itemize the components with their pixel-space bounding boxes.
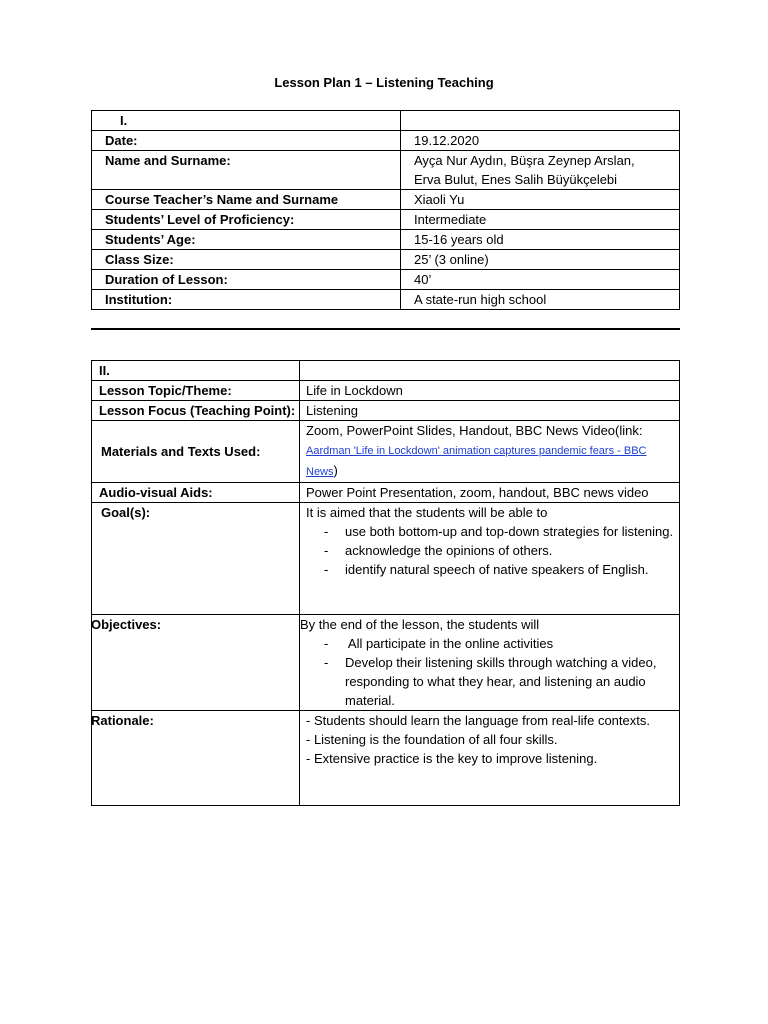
objectives-intro: By the end of the lesson, the students will <box>300 617 540 632</box>
table-row <box>92 290 680 310</box>
duration-value: 40’ <box>401 270 680 290</box>
bbc-video-link[interactable]: Aardman 'Life in Lockdown' animation captures pandemic fears - BBC <box>306 445 647 457</box>
document-title: Lesson Plan 1 – Listening Teaching <box>274 75 494 90</box>
list-item: - identify natural speech of native speakers of English. <box>306 560 679 579</box>
rationale-label: Rationale: <box>91 713 154 728</box>
objectives-list <box>306 634 679 710</box>
rationale-item: - Students should learn the language from real-life contexts. <box>306 713 650 728</box>
table-row <box>92 190 680 210</box>
row-label: Course Teacher’s Name and Surname <box>92 190 401 210</box>
names-value <box>401 151 680 190</box>
table-row <box>92 401 680 421</box>
table-row <box>92 421 680 483</box>
table-row <box>92 483 680 503</box>
link-close: ) <box>333 463 338 478</box>
objectives-label: Objectives: <box>91 617 162 632</box>
aids-value: Power Point Presentation, zoom, handout, BBC news video <box>300 483 680 503</box>
empty-cell <box>300 361 680 381</box>
materials-value <box>300 421 680 483</box>
table-row <box>92 210 680 230</box>
rationale-line: - Extensive practice is the key to improve listening. <box>306 751 598 766</box>
topic-value: Life in Lockdown <box>300 381 680 401</box>
row-label: Students’ Level of Proficiency: <box>92 210 401 230</box>
rationale-value <box>300 711 680 806</box>
section-heading: I. <box>92 111 401 131</box>
row-label: Institution: <box>92 290 401 310</box>
institution-value: A state-run high school <box>401 290 680 310</box>
list-item: - All participate in the online activities <box>306 634 679 653</box>
age-value: 15-16 years old <box>401 230 680 250</box>
section-heading: II. <box>92 361 300 381</box>
level-value: Intermediate <box>401 210 680 230</box>
date-value: 19.12.2020 <box>401 131 680 151</box>
row-label: Duration of Lesson: <box>92 270 401 290</box>
goals-list <box>306 522 679 579</box>
lesson-details-table <box>91 360 680 806</box>
materials-text: Zoom, PowerPoint Slides, Handout, BBC News Video(link: <box>306 423 643 438</box>
lesson-info-table <box>91 110 680 310</box>
names-line-2: Erva Bulut, Enes Salih Büyükçelebi <box>414 172 618 187</box>
row-label: Class Size: <box>92 250 401 270</box>
names-line-1: Ayça Nur Aydın, Büşra Zeynep Arslan, <box>414 153 635 168</box>
table-row <box>92 131 680 151</box>
list-item: - acknowledge the opinions of others. <box>306 541 679 560</box>
goals-value <box>300 503 680 615</box>
row-label: Audio-visual Aids: <box>92 483 300 503</box>
list-item: - use both bottom-up and top-down strategies for listening. <box>306 522 679 541</box>
empty-cell <box>401 111 680 131</box>
row-label: Date: <box>92 131 401 151</box>
table-row <box>92 250 680 270</box>
row-label: Lesson Topic/Theme: <box>92 381 300 401</box>
row-label <box>92 711 300 806</box>
row-label: Materials and Texts Used: <box>92 421 300 483</box>
objectives-value <box>300 615 680 711</box>
row-label: Goal(s): <box>92 503 300 615</box>
focus-value: Listening <box>300 401 680 421</box>
class-size-value: 25’ (3 online) <box>401 250 680 270</box>
list-item: - Develop their listening skills through watching a video, responding to what they hear, and listening an audio material. <box>306 653 679 710</box>
table-row <box>92 615 680 711</box>
goals-intro: It is aimed that the students will be able to <box>306 505 548 520</box>
section-divider <box>91 328 680 330</box>
table-row <box>92 151 680 190</box>
table-row <box>92 381 680 401</box>
row-label: Students’ Age: <box>92 230 401 250</box>
row-label: Lesson Focus (Teaching Point): <box>92 401 300 421</box>
row-label: Name and Surname: <box>92 151 401 190</box>
rationale-line <box>300 711 679 730</box>
table-row <box>92 270 680 290</box>
rationale-line: - Listening is the foundation of all four skills. <box>306 732 558 747</box>
table-row <box>92 503 680 615</box>
table-row <box>92 711 680 806</box>
row-label <box>92 615 300 711</box>
table-row <box>92 361 680 381</box>
teacher-value: Xiaoli Yu <box>401 190 680 210</box>
table-row <box>92 111 680 131</box>
table-row <box>92 230 680 250</box>
bbc-video-link-cont[interactable]: News <box>306 466 334 478</box>
